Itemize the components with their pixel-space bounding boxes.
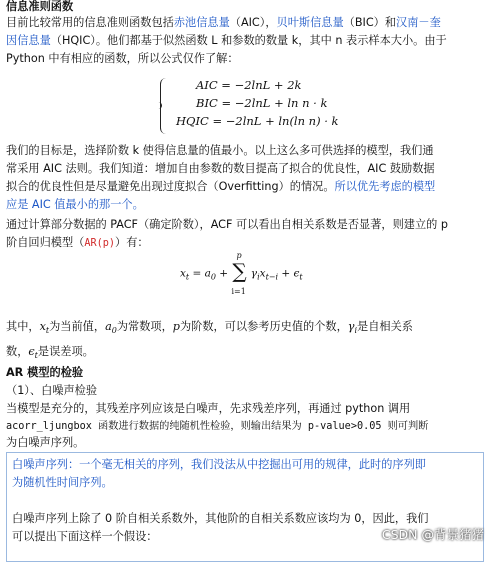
ar-x2-sub: t−i: [265, 272, 279, 282]
ar-tail-sub: t: [299, 272, 303, 282]
intro-line-3: Python 中有相应的函数，所以公式仅作了解：: [6, 52, 239, 65]
ar-eq: = a: [189, 267, 211, 280]
box-line-4: 可以提出下面这样一个假设：: [12, 530, 158, 543]
ar-gamma-sub: i: [257, 272, 260, 282]
ar-gamma: γ: [250, 267, 258, 280]
intro-line-1: [6, 14, 486, 31]
ar-lhs: x: [180, 267, 186, 280]
para3-line-2: [6, 234, 486, 252]
ar-sum-bottom: i=1: [231, 287, 246, 296]
formula-brace: [160, 78, 170, 134]
ar-tail: + ϵ: [278, 267, 300, 280]
ar-p-label: AR(p): [84, 238, 115, 249]
box-line-3: 白噪声序列上除了 0 阶自相关系数外，其他阶的自相关系数应该均为 0，因此，我们: [12, 512, 429, 525]
ar-x2: x: [259, 267, 266, 280]
para3-line-1: 通过计算部分数据的 PACF（确定阶数），ACF 可以看出自相关系数是否显著，则建立的 p: [6, 218, 448, 231]
section-heading-criteria: 信息准则函数: [6, 0, 74, 13]
var-epsilon-sub: t: [34, 351, 38, 361]
formula-bic: BIC = −2lnL + ln n · k: [196, 96, 328, 110]
ar-sum: [231, 251, 247, 296]
aic-abbr: （AIC），: [229, 16, 277, 29]
hqic-link[interactable]: 汉南－奎: [396, 16, 441, 29]
var-p: p: [172, 320, 180, 333]
hqic-link-continued[interactable]: 因信息量: [6, 34, 51, 47]
para4-line-2: [6, 343, 486, 364]
csdn-watermark: CSDN @背景猪猪: [381, 527, 484, 542]
para4-text-4: 为阶数，可以参考历史值的个数，: [179, 320, 348, 333]
section-heading-ar-test: AR 模型的检验: [6, 366, 84, 379]
var-a-sub: 0: [111, 326, 117, 336]
ar-plus: +: [215, 267, 232, 280]
sigma-icon: ∑: [232, 259, 247, 283]
para4-text-3: 为常数项，: [116, 320, 173, 333]
para2-line-1: 我们的目标是，选择阶数 k 使得信息量的值最小。以上这么多可供选择的模型，我们通: [6, 144, 434, 157]
ar-lhs-sub: t: [185, 272, 190, 282]
para2-highlight-b: 应是 AIC 值最小的那一个。: [6, 198, 144, 211]
aic-link[interactable]: 赤池信息量: [173, 16, 230, 29]
box-line-1: 白噪声序列：一个毫无相关的序列，我们没法从中挖掘出可用的规律，此时的序列即: [12, 458, 426, 471]
section2-line-1: 当模型是充分的，其残差序列应该是白噪声，先求残差序列，再通过 python 调用: [6, 402, 411, 415]
var-gamma-sub: i: [354, 326, 358, 336]
var-x: x: [39, 320, 46, 333]
intro-text: 目前比较常用的信息准则函数包括: [6, 16, 174, 29]
para3-text-b: ）有：: [115, 236, 149, 249]
para2-line-2: 常采用 AIC 法则。我们知道：增加自由参数的数目提高了拟合的优良性，AIC 鼓励数据: [6, 162, 435, 175]
bic-abbr: （BIC）和: [343, 16, 397, 29]
ar-formula: [180, 251, 303, 296]
para2-text: 拟合的优良性但是尽量避免出现过度拟合（Overfitting）的情况。: [6, 180, 335, 193]
para4-line-1: [6, 318, 486, 339]
var-x-sub: t: [45, 326, 50, 336]
subheading-white-noise: （1）、白噪声检验: [6, 384, 98, 397]
para4-text-2: 为当前值，: [49, 320, 106, 333]
ar-sum-top: p: [236, 251, 242, 260]
intro-line-2: [6, 32, 486, 49]
formula-hqic: HQIC = −2lnL + ln(ln n) · k: [176, 114, 339, 128]
box-line-2: 为随机性时间序列。: [12, 476, 113, 489]
para3-text-a: 阶自回归模型（: [6, 236, 85, 249]
para4-text-6: 数，: [6, 345, 29, 358]
bic-link[interactable]: 贝叶斯信息量: [276, 16, 344, 29]
intro-text-2: （HQIC）。他们都基于似然函数 L 和参数的数量 k，其中 n 表示样本大小。由于: [50, 34, 447, 47]
section2-line-2: acorr_ljungbox 函数进行数据的纯随机性检验，则输出结果为 p-value>0.05 则可判断: [6, 421, 429, 432]
para2-line-3: [6, 178, 486, 195]
para4-text-1: 其中，: [6, 320, 40, 333]
formula-aic: AIC = −2lnL + 2k: [196, 78, 302, 92]
para4-text-7: 是误差项。: [37, 345, 94, 358]
ar-a-sub: 0: [210, 272, 216, 282]
var-a: a: [105, 320, 112, 333]
para2-highlight-a: 所以优先考虑的模型: [334, 180, 436, 193]
var-gamma: γ: [347, 320, 355, 333]
section2-line-3: 为白噪声序列。: [6, 436, 85, 449]
para4-text-5: 是自相关系: [357, 320, 413, 333]
var-epsilon: ϵ: [28, 345, 35, 358]
